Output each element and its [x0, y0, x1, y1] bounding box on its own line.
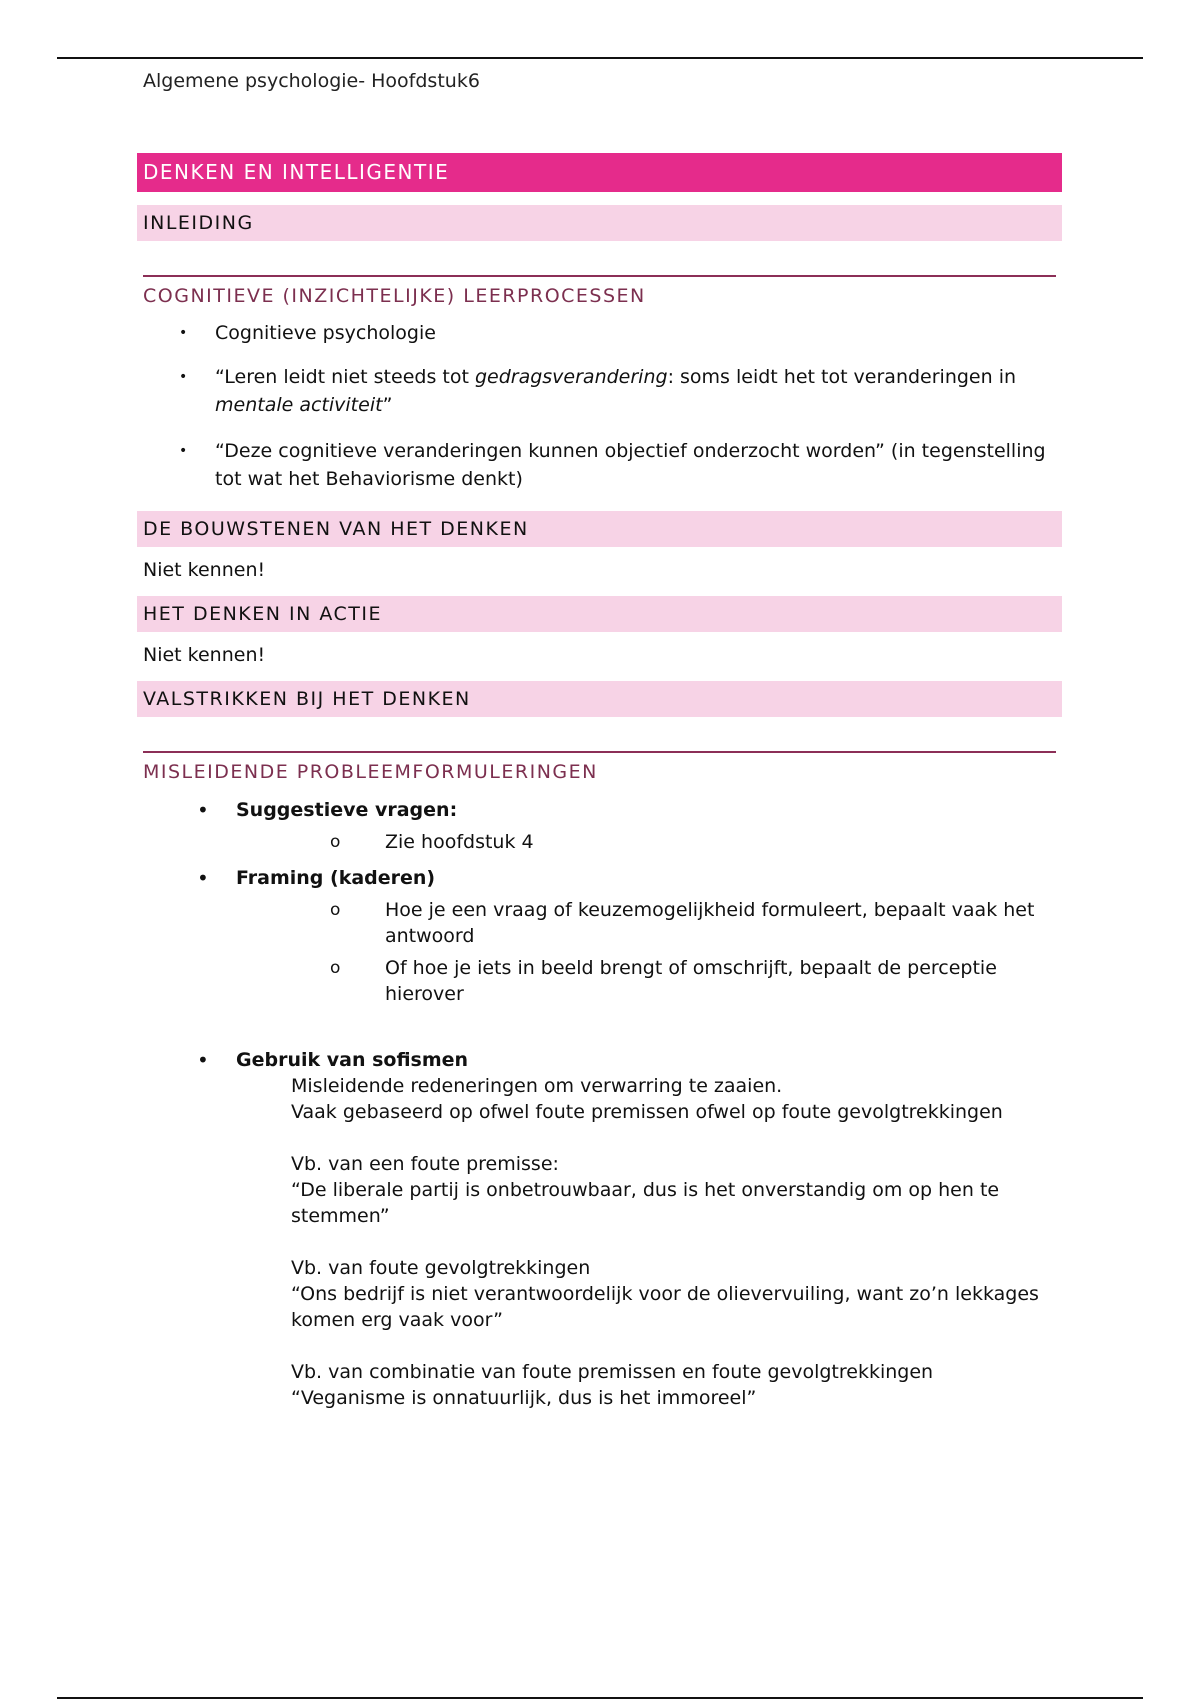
bullet-icon: • — [197, 798, 209, 822]
circle-bullet-icon: o — [330, 900, 341, 920]
actie-note: Niet kennen! — [143, 644, 266, 666]
framing-sublist — [236, 897, 1062, 1007]
bullet-icon: • — [197, 866, 209, 890]
subsection-heading-misleidende: MISLEIDENDE PROBLEEMFORMULERINGEN — [143, 751, 1056, 787]
section-heading-actie: HET DENKEN IN ACTIE — [137, 596, 1062, 632]
list-item-framing: • Framing (kaderen) o Hoe je een vraag of keuzemogelijkheid formuleert, bepaalt vaak het antwoord o Of hoe je iets in beeld brengt of omschrijft, bepaalt de perceptie hierover — [137, 865, 1062, 1007]
circle-bullet-icon: o — [330, 958, 341, 978]
section-heading-valstrikken: VALSTRIKKEN BIJ HET DENKEN — [137, 681, 1062, 717]
bullet-icon: • — [179, 369, 188, 385]
sub-list-item: o Of hoe je iets in beeld brengt of omschrijft, bepaalt de perceptie hierover — [330, 957, 997, 1005]
bullet-icon: • — [179, 443, 188, 459]
chapter-title: DENKEN EN INTELLIGENTIE — [137, 153, 1062, 192]
bouwstenen-note: Niet kennen! — [143, 559, 266, 581]
section-heading-inleiding: INLEIDING — [137, 205, 1062, 241]
list-item: • “Leren leidt niet steeds tot gedragsverandering: soms leidt het tot veranderingen in mentale activiteit” — [137, 363, 1070, 419]
list-item: • Cognitieve psychologie — [137, 319, 1070, 347]
document-body — [137, 153, 1062, 1411]
sub-list-item: o Zie hoofdstuk 4 — [330, 831, 534, 853]
list-item-sofismen: • Gebruik van sofismen Misleidende redeneringen om verwarring te zaaien. Vaak gebaseerd op ofwel foute premissen ofwel op foute gevolgtrekkingen Vb. van een foute premisse: “De liberale partij is onbetrouwbaar, dus is het onverstandig om op hen te stemmen” Vb. van foute gevolgtrekkingen “Ons bedrijf is niet verantwoordelijk voor de olievervuiling, want zo’n lekkages komen erg vaak voor” Vb. van combinatie van foute premissen en foute gevolgtrekkingen “Veganisme is onnatuurlijk, dus is het immoreel” — [137, 1047, 1062, 1411]
running-header: Algemene psychologie- Hoofdstuk6 — [143, 70, 480, 92]
list-item: • “Deze cognitieve veranderingen kunnen objectief onderzocht worden” (in tegenstelling tot wat het Behaviorisme denkt) — [137, 437, 1070, 493]
subsection-heading-cognitieve: COGNITIEVE (INZICHTELIJKE) LEERPROCESSEN — [143, 275, 1056, 311]
suggestieve-sublist — [236, 829, 1062, 855]
list-item-suggestieve: • Suggestieve vragen: o Zie hoofdstuk 4 — [137, 797, 1062, 855]
misleidende-list — [137, 797, 1062, 1411]
bullet-icon: • — [179, 325, 188, 341]
cognitive-bullet-list — [137, 319, 1062, 493]
section-heading-bouwstenen: DE BOUWSTENEN VAN HET DENKEN — [137, 511, 1062, 547]
bottom-rule — [57, 1697, 1143, 1699]
bullet-icon: • — [197, 1048, 209, 1072]
sub-list-item: o Hoe je een vraag of keuzemogelijkheid formuleert, bepaalt vaak het antwoord — [330, 899, 1035, 947]
circle-bullet-icon: o — [330, 832, 341, 852]
sofismen-explanation: Misleidende redeneringen om verwarring te zaaien. Vaak gebaseerd op ofwel foute premissen ofwel op foute gevolgtrekkingen Vb. van een foute premisse: “De liberale partij is onbetrouwbaar, dus is het onverstandig om op hen te stemmen” Vb. van foute gevolgtrekkingen “Ons bedrijf is niet verantwoordelijk voor de olievervuiling, want zo’n lekkages komen erg vaak voor” Vb. van combinatie van foute premissen en foute gevolgtrekkingen “Veganisme is onnatuurlijk, dus is het immoreel” — [291, 1075, 1039, 1409]
top-rule — [57, 57, 1143, 59]
